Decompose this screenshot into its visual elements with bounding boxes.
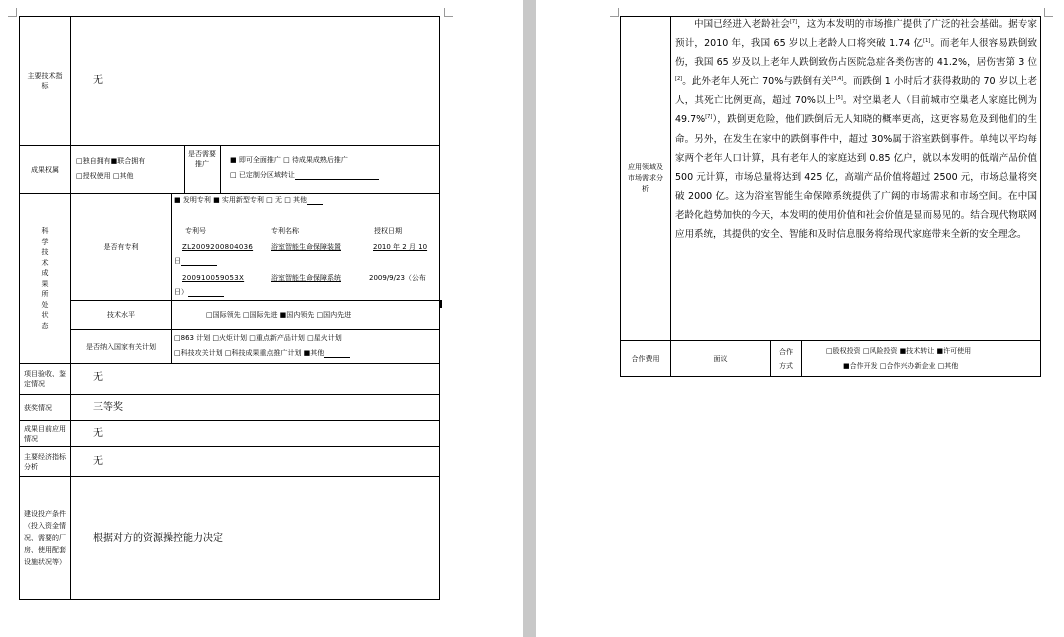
page-gap <box>523 0 536 637</box>
label-awards: 获奖情况 <box>24 403 52 412</box>
value-application: 无 <box>93 428 103 439</box>
patent2-date: 2009/9/23（公布 <box>369 274 426 282</box>
patent1-name: 浴室智能生命保障装置 <box>271 243 341 251</box>
label-acceptance: 项目验收、鉴定情况 <box>24 370 66 388</box>
patent1-no: ZL2009200804036 <box>182 243 254 251</box>
patent-header-date: 授权日期 <box>374 227 402 235</box>
value-conditions: 根据对方的资源操控能力决定 <box>93 533 223 544</box>
label-conditions: 建设投产条件（投入资金情况、需要的厂房、使用配套设施状况等） <box>24 510 66 566</box>
corner-mark-p2-top-left <box>610 8 619 17</box>
ownership-opt1[interactable]: □独自拥有■联合拥有 <box>76 157 146 165</box>
promote-opt2[interactable]: □ 已定制分区域转让 <box>230 170 379 180</box>
coop-options-2[interactable]: ■合作开发 □合作兴办新企业 □其他 <box>843 362 959 370</box>
plan-options-1[interactable]: □863 计划 □火炬计划 □重点新产品计划 □星火计划 <box>174 334 342 342</box>
label-coop-fee: 合作费用 <box>631 355 660 363</box>
promote-opt1[interactable]: ■ 即可全面推广 □ 待成果成熟后推广 <box>230 156 348 164</box>
patent2-no: 200910059053X <box>182 274 245 282</box>
label-status <box>20 194 70 363</box>
tech-level-label: 技术水平 <box>107 311 135 319</box>
patent-label: 是否有专利 <box>103 243 139 251</box>
plan-options-2[interactable]: □科技攻关计划 □科技成果重点推广计划 ■其他 <box>174 348 350 358</box>
label-status-text: 科学技术成果所处状态 <box>41 227 49 330</box>
promote-label: 是否需要推广 <box>188 150 216 168</box>
label-main-tech-text: 主要技术指标 <box>27 72 63 90</box>
corner-mark-top-right <box>444 8 453 17</box>
patent-header-no: 专利号 <box>185 227 206 235</box>
value-economics: 无 <box>93 456 103 467</box>
patent1-date-cont: 日 <box>174 256 217 266</box>
patent2-name: 浴室智能生命保障系统 <box>271 274 341 282</box>
patent1-date: 2010 年 2 月 10 <box>373 243 428 251</box>
label-application: 成果目前应用情况 <box>24 424 66 443</box>
plan-label: 是否纳入国家有关计划 <box>86 342 156 351</box>
patent-header-name: 专利名称 <box>271 227 299 235</box>
label-coop-mode: 合作方式 <box>779 348 793 370</box>
coop-options-1[interactable]: □股权投资 □风险投资 ■技术转让 ■许可使用 <box>826 347 972 355</box>
value-coop-fee: 面议 <box>713 355 728 363</box>
market-analysis-paragraph: 中国已经进入老龄社会[7]，这为本发明的市场推广提供了广泛的社会基础。据专家预计，2010 年，我国 65 岁以上老龄人口将突破 1.74 亿[1]。而老年人很容易跌倒致伤，我国 65 岁及以上老年人跌倒致伤占医院急症各类伤害的 41.2%，居伤害第 3 位[2]。此外老年人死亡 70%与跌倒有关[3,4]。而跌倒 1 小时后才获得救助的 70 岁以上老人，其死亡比例更高，超过 70%以上[5]。对空巢老人（目前城市空巢老人家庭比例为 49.7%[7]），跌倒更危险，他们跌倒后无人知晓的概率更高，这更容易危及到他们的生命。另外，在发生在家中的跌倒事件中，超过 30%属于浴室跌倒事件。单纯以平均每家两个老年人口计算，具有老年人的家庭达到 0.85 亿户，就以本发明的低端产品价值 500 元计算，市场总量将达到 425 亿，高端产品价值将超过 2500 元，市场总量将突破 2000 亿。这为浴室智能生命保障系统提供了广阔的市场需求和市场空间。在中国老龄化趋势加快的今天，本发明的使用价值和社会价值是显而易见的。结合现代物联网应用系统，其提供的安全、智能和及时信息服务将给现代家庭带来全新的安全理念。 <box>675 18 1037 241</box>
label-ownership-text: 成果权属 <box>31 165 59 174</box>
label-ownership <box>20 146 70 193</box>
corner-mark-p2-top-right <box>1044 8 1053 17</box>
tech-level-options[interactable]: □国际领先 □国际先进 ■国内领先 □国内先进 <box>206 311 352 319</box>
patent2-date-cont: 日） <box>174 287 224 297</box>
ownership-opt2[interactable]: □授权使用 □其他 <box>76 172 134 180</box>
label-market-analysis: 应用领域及市场需求分析 <box>628 163 663 193</box>
value-main-tech: 无 <box>93 75 103 86</box>
corner-mark-top-left <box>8 8 17 17</box>
value-awards: 三等奖 <box>93 402 123 413</box>
patent-types[interactable]: ■ 发明专利 ■ 实用新型专利 □ 无 □ 其他 <box>174 195 323 205</box>
label-economics: 主要经济指标分析 <box>24 452 66 471</box>
label-main-tech <box>20 17 70 145</box>
value-acceptance: 无 <box>93 372 103 383</box>
